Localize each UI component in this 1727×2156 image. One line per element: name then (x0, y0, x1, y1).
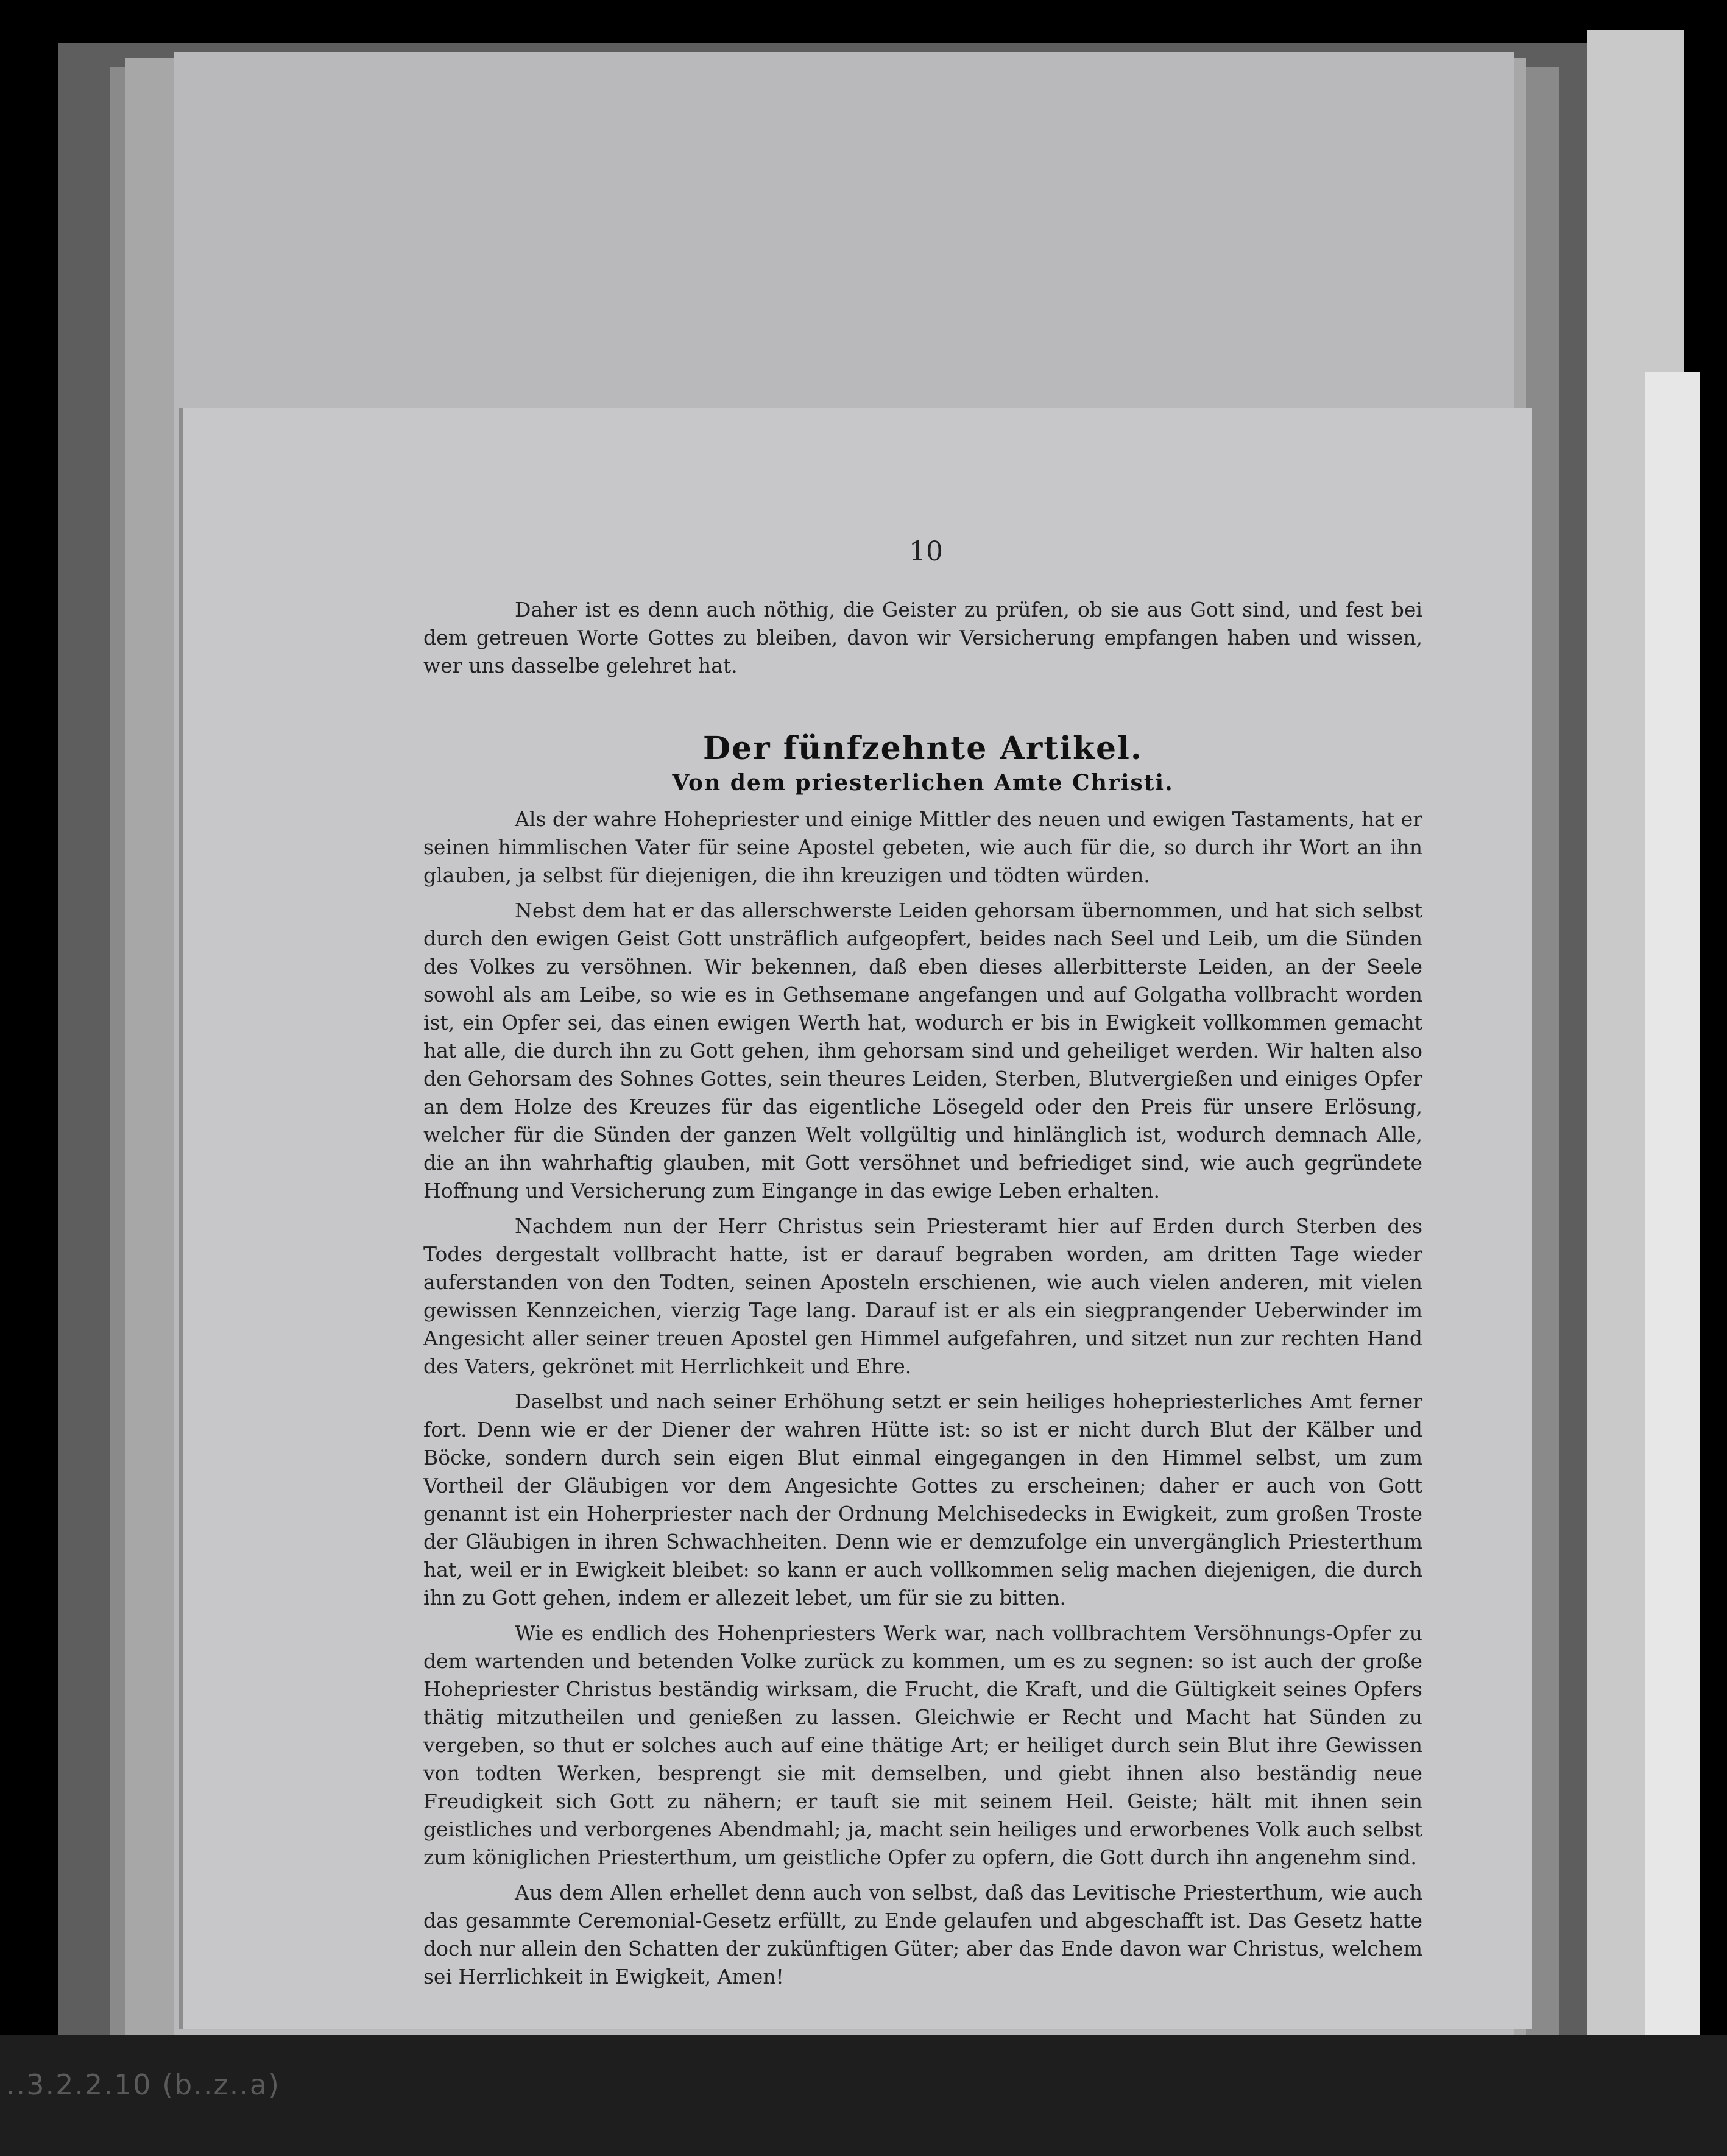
paragraph: Daselbst und nach seiner Erhöhung setzt er sein heiliges hohepriesterliches Amt ferner fort. Denn wie er der Diener der wahren Hütte ist: so ist er nicht durch Blut der Kälber und Böcke, sondern durch sein eigen Blut einmal eingegangen in den Himmel selbst, um zum Vortheil der Gläubigen vor dem Angesichte Gottes zu erscheinen; daher er auch von Gott genannt ist ein Hoherpriester nach der Ordnung Melchisedecks in Ewigkeit, zum großen Troste der Gläubigen in ihren Schwachheiten. Denn wie er demzufolge ein unvergänglich Priesterthum hat, weil er in Ewigkeit bleibet: so kann er auch vollkommen selig machen diejenigen, die durch ihn zu Gott gehen, indem er allezeit lebet, um für sie zu bitten. (423, 1390, 1422, 1610)
paragraph: Nebst dem hat er das allerschwerste Leiden gehorsam übernommen, und hat sich selbst durch den ewigen Geist Gott unsträflich aufgeopfert, beides nach Seel und Leib, um die Sünden des Volkes zu versöhnen. Wir bekennen, daß eben dieses allerbitterste Leiden, an der Seele sowohl als am Leibe, so wie es in Gethsemane angefangen und auf Golgatha vollbracht worden ist, ein Opfer sei, das einen ewigen Werth hat, wodurch er bis in Ewigkeit vollkommen gemacht hat alle, die durch ihn zu Gott gehen, ihm gehorsam sind und geheiliget werden. Wir halten also den Gehorsam des Sohnes Gottes, sein theures Leiden, Sterben, Blutvergießen und einiges Opfer an dem Holze des Kreuzes für das eigentliche Lösegeld oder den Preis für unsere Erlösung, welcher für die Sünden der ganzen Welt vollgültig und hinlänglich ist, wodurch demnach Alle, die an ihn wahrhaftig glauben, mit Gott versöhnet und befriediget sind, wie auch gegründete Hoffnung und Versicherung zum Eingange in das ewige Leben erhalten. (423, 899, 1422, 1203)
paragraph: Nachdem nun der Herr Christus sein Priesteramt hier auf Erden durch Sterben des Todes dergestalt vollbracht hatte, ist er darauf begraben worden, am dritten Tage wieder auferstanden von den Todten, seinen Aposteln erschienen, wie auch vielen anderen, mit vielen gewissen Kennzeichen, vierzig Tage lang. Darauf ist er als ein siegprangender Ueberwinder im Angesicht aller seiner treuen Apostel gen Himmel aufgefahren, und sitzet nun zur rechten Hand des Vaters, gekrönet mit Herrlichkeit und Ehre. (423, 1214, 1422, 1378)
right-paper-strip (1645, 372, 1700, 2047)
paragraph: Wie es endlich des Hohenpriesters Werk war, nach vollbrachtem Versöhnungs-Opfer zu dem wartenden und betenden Volke zurück zu kommen, um es zu segnen: so ist auch der große Hohepriester Christus beständig wirksam, die Frucht, die Kraft, und die Gültigkeit seines Opfers thätig mitzutheilen und genießen zu lassen. Gleichwie er Recht und Macht hat Sünden zu vergeben, so thut er solches auch auf eine thätige Art; er heiliget durch sein Blut ihre Gewissen von todten Werken, besprengt sie mit demselben, und giebt ihnen also beständig neue Freudigkeit sich Gott zu nähern; er tauft sie mit seinem Heil. Geiste; hält mit ihnen sein geistliches und verborgenes Abendmahl; ja, macht sein heiliges und erworbenes Volk auch selbst zum königlichen Priesterthum, um geistliche Opfer zu opfern, die Gott durch ihn angenehm sind. (423, 1621, 1422, 1869)
intro-paragraph (423, 596, 1422, 680)
article-title: Der fünfzehnte Artikel. (703, 730, 1143, 767)
paragraph: Aus dem Allen erhellet denn auch von selbst, daß das Levitische Priesterthum, wie auch das gesammte Ceremonial-Gesetz erfüllt, zu Ende gelaufen und abgeschafft ist. Das Gesetz hatte doch nur allein den Schatten der zukünftigen Güter; aber das Ende davon war Christus, welchem sei Herrlichkeit in Ewigkeit, Amen! (423, 1881, 1422, 1988)
archive-label: ..3.2.2.10 (b..z..a) (6, 2068, 280, 2101)
page-number: 10 (909, 536, 943, 567)
article-subtitle: Von dem priesterlichen Amte Christi. (672, 770, 1174, 796)
paragraph: Als der wahre Hohepriester und einige Mittler des neuen und ewigen Tastaments, hat er seinen himmlischen Vater für seine Apostel gebeten, wie auch für die, so durch ihr Wort an ihn glauben, ja selbst für diejenigen, die ihn kreuzigen und tödten würden. (423, 807, 1422, 887)
paragraph: Daher ist es denn auch nöthig, die Geister zu prüfen, ob sie aus Gott sind, und fest bei dem getreuen Worte Gottes zu bleiben, davon wir Versicherung empfangen haben und wissen, wer uns dasselbe gelehret hat. (423, 598, 1422, 677)
article-body (423, 805, 1422, 1991)
